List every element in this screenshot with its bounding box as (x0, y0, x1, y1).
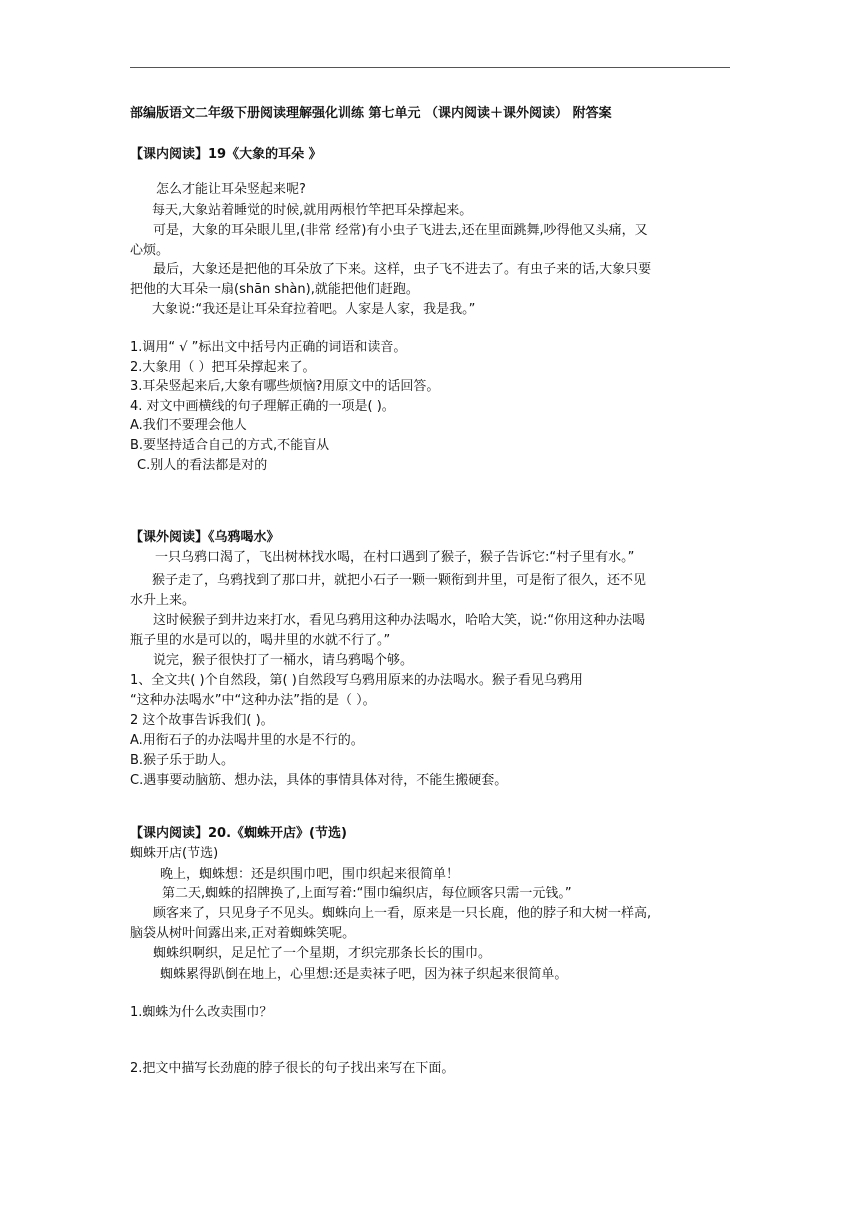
section2-paragraph: 水升上来。 (130, 593, 196, 608)
section1-paragraph: 怎么才能让耳朵竖起来呢? (156, 182, 306, 197)
section1-question-3: 3.耳朵竖起来后,大象有哪些烦恼?用原文中的话回答。 (130, 379, 440, 394)
section3-subtitle: 蜘蛛开店(节选) (130, 846, 219, 861)
section1-option-b: B.要坚持适合自己的方式,不能盲从 (130, 438, 330, 453)
section1-paragraph: 最后，大象还是把他的耳朵放了下来。这样，虫子飞不进去了。有虫子来的话,大象只要 (153, 262, 652, 277)
section3-question-2: 2.把文中描写长劲鹿的脖子很长的句子找出来写在下面。 (130, 1061, 455, 1076)
section2-paragraph: 猴子走了，乌鸦找到了那口井，就把小石子一颗一颗衔到井里，可是衔了很久，还不见 (152, 573, 647, 588)
section2-question-1-cont: “这种办法喝水”中“这种办法”指的是（ ）。 (130, 693, 376, 708)
document-title: 部编版语文二年级下册阅读理解强化训练 第七单元 （课内阅读＋课外阅读） 附答案 (130, 106, 612, 121)
section3-heading: 【课内阅读】20.《蜘蛛开店》(节选) (130, 826, 347, 841)
section2-paragraph: 一只乌鸦口渴了，飞出树林找水喝，在村口遇到了猴子，猴子告诉它:“村子里有水。” (155, 550, 635, 565)
section2-paragraph: 这时候猴子到井边来打水，看见乌鸦用这种办法喝水，哈哈大笑，说:“你用这种办法喝 (153, 613, 646, 628)
section2-question-2: 2 这个故事告诉我们( )。 (130, 713, 274, 728)
section1-paragraph: 心烦。 (130, 243, 170, 258)
section2-option-b: B.猴子乐于助人。 (130, 753, 235, 768)
section3-question-1: 1.蜘蛛为什么改卖围巾？ (130, 1005, 273, 1020)
section3-paragraph: 脑袋从树叶间露出来,正对着蜘蛛笑呢。 (130, 926, 356, 941)
section1-option-c: C.别人的看法都是对的 (137, 458, 268, 473)
section1-paragraph: 每天,大象站着睡觉的时候,就用两根竹竿把耳朵撑起来。 (152, 203, 473, 218)
section3-paragraph: 蜘蛛织啊织，足足忙了一个星期，才织完那条长长的围巾。 (153, 946, 492, 961)
section1-paragraph: 把他的大耳朵一扇(shān shàn),就能把他们赶跑。 (130, 282, 419, 297)
section3-paragraph: 晚上，蜘蛛想：还是织围巾吧，围巾织起来很简单！ (160, 867, 460, 882)
section2-paragraph: 瓶子里的水是可以的，喝井里的水就不行了。” (130, 633, 391, 648)
section1-option-a: A.我们不要理会他人 (130, 418, 247, 433)
section3-paragraph: 顾客来了，只见身子不见头。蜘蛛向上一看，原来是一只长鹿，他的脖子和大树一样高, (153, 906, 652, 921)
section1-question-1: 1.调用“ √ ”标出文中括号内正确的词语和读音。 (130, 340, 407, 355)
section1-paragraph: 大象说:“我还是让耳朵耷拉着吧。人家是人家，我是我。” (152, 302, 476, 317)
section2-heading: 【课外阅读】《乌鸦喝水》 (130, 530, 280, 545)
section1-heading: 【课内阅读】19《大象的耳朵 》 (130, 147, 322, 162)
section3-paragraph: 蜘蛛累得趴倒在地上，心里想:还是卖袜子吧，因为袜子织起来很简单。 (160, 967, 568, 982)
section1-paragraph: 可是，大象的耳朵眼儿里,(非常 经常)有小虫子飞进去,还在里面跳舞,吵得他又头痛，又 (153, 223, 648, 238)
section2-option-c: C.遇事要动脑筋、想办法，具体的事情具体对待，不能生搬硬套。 (130, 773, 508, 788)
section2-paragraph: 说完，猴子很快打了一桶水，请乌鸦喝个够。 (153, 653, 414, 668)
section1-question-4: 4. 对文中画横线的句子理解正确的一项是( )。 (130, 399, 395, 414)
header-rule (130, 67, 730, 68)
section2-option-a: A.用衔石子的办法喝井里的水是不行的。 (130, 733, 364, 748)
section1-question-2: 2.大象用（ ）把耳朵撑起来了。 (130, 360, 316, 375)
section3-paragraph: 第二天,蜘蛛的招牌换了,上面写着:“围巾编织店，每位顾客只需一元钱。” (162, 886, 572, 901)
section2-question-1: 1、全文共( )个自然段，第( )自然段写乌鸦用原来的办法喝水。猴子看见乌鸦用 (130, 673, 583, 688)
